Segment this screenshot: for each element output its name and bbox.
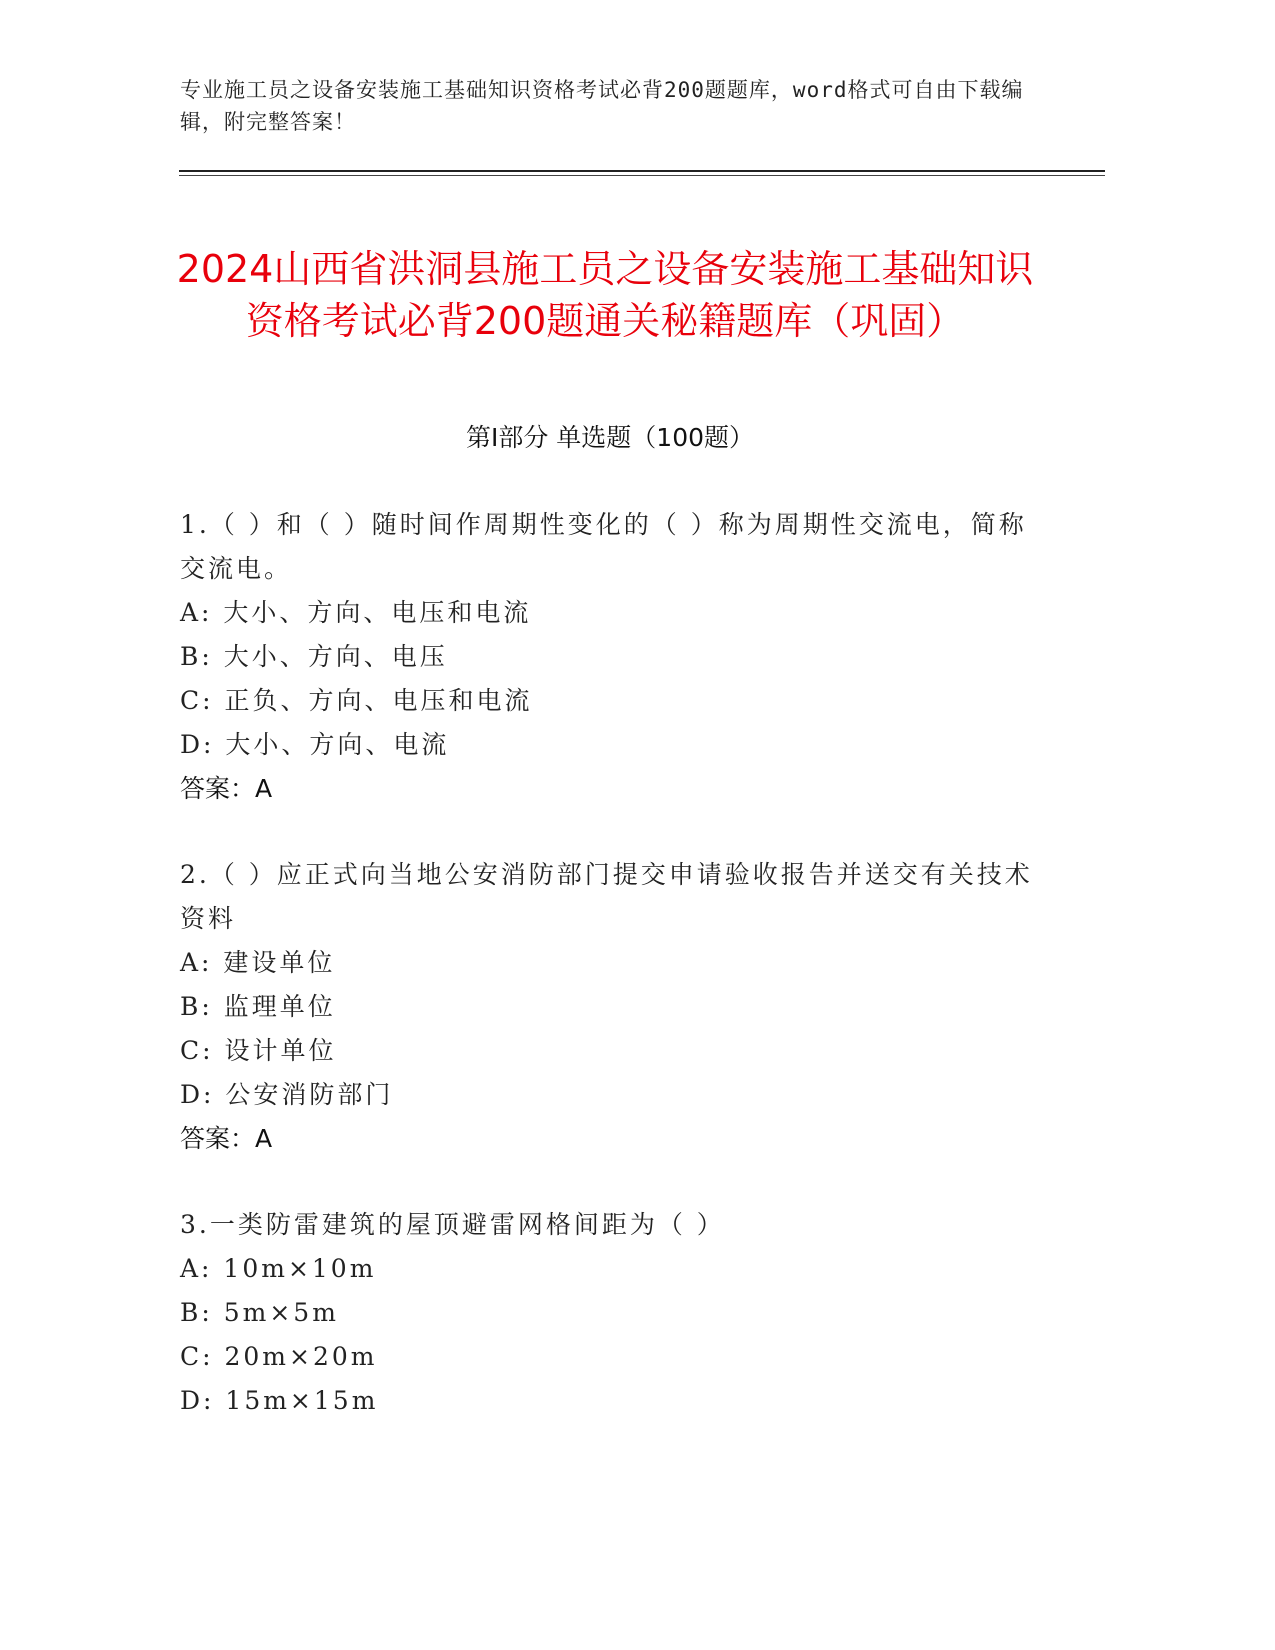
document-title: 2024山西省洪洞县施工员之设备安装施工基础知识资格考试必背200题通关秘籍题库（巩固） bbox=[176, 247, 1034, 344]
header-divider-thick bbox=[179, 170, 1105, 172]
option-d: D: 公安消防部门 bbox=[180, 1080, 394, 1109]
option-a: A: 建设单位 bbox=[180, 948, 336, 977]
question-stem: 1.（ ）和（ ）随时间作周期性变化的（ ）称为周期性交流电，简称交流电。 bbox=[180, 510, 1027, 583]
option-c: C: 设计单位 bbox=[180, 1036, 337, 1065]
question-stem: 2.（ ）应正式向当地公安消防部门提交申请验收报告并送交有关技术资料 bbox=[180, 860, 1033, 933]
question-item bbox=[180, 1203, 1040, 1423]
option-a: A: 大小、方向、电压和电流 bbox=[180, 598, 532, 627]
answer-line: 答案：A bbox=[180, 1124, 273, 1153]
option-b: B: 5m×5m bbox=[180, 1298, 339, 1327]
header-divider-thin bbox=[179, 175, 1105, 176]
option-d: D: 15m×15m bbox=[180, 1386, 379, 1415]
answer-line: 答案：A bbox=[180, 774, 273, 803]
option-a: A: 10m×10m bbox=[180, 1254, 377, 1283]
question-item bbox=[180, 503, 1040, 811]
header-note: 专业施工员之设备安装施工基础知识资格考试必背200题题库，word格式可自由下载编辑，附完整答案！ bbox=[180, 78, 1024, 134]
option-c: C: 20m×20m bbox=[180, 1342, 378, 1371]
option-b: B: 大小、方向、电压 bbox=[180, 642, 448, 671]
section-title: 第I部分 单选题（100题） bbox=[465, 423, 755, 452]
question-item bbox=[180, 853, 1040, 1161]
option-d: D: 大小、方向、电流 bbox=[180, 730, 450, 759]
question-stem: 3.一类防雷建筑的屋顶避雷网格间距为（ ） bbox=[180, 1210, 725, 1239]
option-c: C: 正负、方向、电压和电流 bbox=[180, 686, 533, 715]
question-list bbox=[180, 503, 1040, 1465]
option-b: B: 监理单位 bbox=[180, 992, 336, 1021]
